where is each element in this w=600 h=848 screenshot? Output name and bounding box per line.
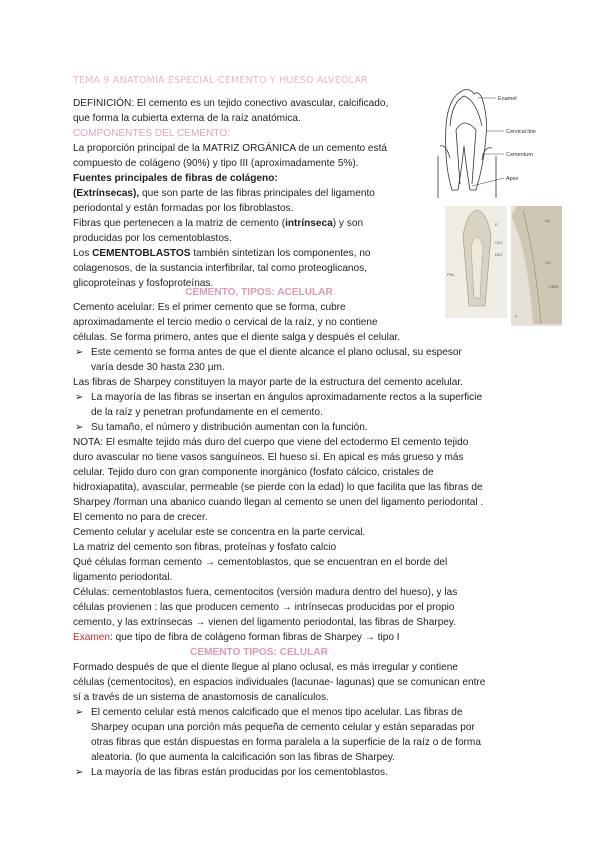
figure-label: CC (545, 260, 551, 265)
extrinsic-line: (Extrínsecas), que son parte de las fibras principales del ligamento (73, 188, 375, 199)
histology-images (445, 206, 562, 326)
page-title: TEMA 9 ANATOMÍA ESPECIAL-CEMENTO Y HUESO ALVEOLAR (73, 75, 368, 86)
cellular-heading: CEMENTO TIPOS: CELULAR (190, 647, 328, 658)
list-item-continuation: varía desde 30 hasta 230 µm. (91, 362, 225, 373)
tooth-diagram (436, 86, 548, 201)
acellular-line: Cemento acelular: Es el primer cemento que se forma, cubre (73, 302, 346, 313)
sharpey-line: Las fibras de Sharpey constituyen la mayor parte de la estructura del cemento acelular. (73, 377, 463, 388)
note-line: Sharpey /forman una abanico cuando llegan al cemento se unen del ligamento periodontal . (73, 497, 484, 508)
bullet-arrow-icon: ➢ (75, 422, 84, 433)
cement-types-section (73, 285, 533, 780)
definition-line: que forma la cubierta externa de la raíz anatómica. (73, 113, 301, 124)
acellular-line: aproximadamente el tercio medio o cervical de la raíz, y no contiene (73, 317, 378, 328)
figure-label: DEJ (495, 252, 503, 257)
bullet-arrow-icon: ➢ (75, 347, 84, 358)
note-line: La matriz del cemento son fibras, proteínas y fosfato calcio (73, 542, 337, 553)
list-item-continuation: otras fibras que están dispuestas en forma paralela a la superficie de la raíz o de forma (91, 737, 481, 748)
list-item: ➢ La mayoría de las fibras están producidas por los cementoblastos. (75, 767, 388, 778)
figure-label: Enamel (498, 96, 517, 102)
figure-label: PDL (447, 272, 455, 277)
intrinsic-line: Fibras que pertenecen a la matriz de cemento (intrínseca) y son (73, 218, 364, 229)
figure-label: CEJ (495, 240, 503, 245)
components-heading: COMPONENTES DEL CEMENTO: (73, 128, 231, 139)
list-item: ➢ La mayoría de las fibras se insertan en ángulos aproximadamente rectos a la superficie (75, 392, 483, 403)
cellular-line: Formado después de que el diente llegue al plano oclusal, es más irregular y contiene (73, 662, 458, 673)
note-line: NOTA: El esmalte tejido más duro del cuerpo que viene del ectodermo El cemento tejido (73, 437, 469, 448)
bullet-arrow-icon: ➢ (75, 392, 84, 403)
note-line: celular. Tejido duro con gran componente inorgánico (fosfato cálcico, cristales de (73, 467, 434, 478)
note-line: Células: cementoblastos fuera, cementocitos (versión madura dentro del hueso), y las (73, 587, 458, 598)
acellular-heading: CEMENTO, TIPOS: ACELULAR (185, 287, 333, 298)
cellular-line: células (cementocitos), en espacios individuales (lacunae- lagunas) que se comunican entre (73, 677, 486, 688)
note-line: células provienen : las que producen cemento → intrínsecas producidas por el propio (73, 602, 455, 613)
figure-label: AC (545, 218, 551, 223)
cementoblasts-line: colagenosos, de la sustancia interfibrilar, tal como proteoglicanos, (73, 263, 368, 274)
figure-label: P (515, 314, 518, 319)
list-item-continuation: de la raíz y penetran profundamente en el cemento. (91, 407, 323, 418)
figure-label: Cementum (506, 152, 533, 158)
extrinsic-line: periodontal y están formadas por los fibroblastos. (73, 203, 294, 214)
proportion-line: La proporción principal de la MATRIZ ORGÁNICA de un cemento está (73, 143, 387, 154)
figure-label: CEM. (549, 284, 559, 289)
exam-line: Examen: que tipo de fibra de colágeno forman fibras de Sharpey → tipo I (73, 632, 400, 643)
proportion-line: compuesto de colágeno (90%) y tipo III (aproximadamente 5%). (73, 158, 359, 169)
bullet-arrow-icon: ➢ (75, 767, 84, 778)
note-line: cemento, y las extrínsecas → vienen del ligamento periodontal, las fibras de Sharpey. (73, 617, 457, 628)
list-item: ➢ Este cemento se forma antes de que el diente alcance el plano oclusal, su espesor (75, 347, 462, 358)
fibers-heading: Fuentes principales de fibras de colágeno: (73, 173, 278, 184)
intrinsic-line: producidas por los cementoblastos. (73, 233, 232, 244)
list-item: ➢ El cemento celular está menos calcificado que el menos tipo acelular. Las fibras de (75, 707, 463, 718)
note-line: ligamento periodontal. (73, 572, 173, 583)
figure-label: Cervical line (506, 129, 536, 135)
cellular-line: sí a través de un sistema de anastomosis de canalículos. (73, 692, 329, 703)
definition-line: DEFINICIÓN: El cemento es un tejido conectivo avascular, calcificado, (73, 98, 389, 109)
list-item-continuation: Sharpey ocupan una porción más pequeña de cemento celular y están separadas por (91, 722, 475, 733)
cementoblasts-line: glicoproteínas y fosfoproteínas. (73, 278, 214, 289)
intro-section (73, 96, 433, 291)
acellular-line: células. Se forma primero, antes que el diente salga y después el celular. (73, 332, 401, 343)
note-line: Cemento celular y acelular este se concentra en la parte cervical. (73, 527, 366, 538)
list-item: ➢ Su tamaño, el número y distribución aumentan con la función. (75, 422, 368, 433)
note-line: hidroxiapatita), avascular, permeable (se pierde con la edad) lo que facilita que las fibras de (73, 482, 483, 493)
figure-label: Apex (506, 176, 519, 182)
cementoblasts-line: Los CEMENTOBLASTOS también sintetizan los componentes, no (73, 248, 371, 259)
note-line: El cemento no para de crecer. (73, 512, 208, 523)
note-line: duro avascular no tiene vasos sanguíneos. El hueso sí. En apical es más grueso y más (73, 452, 464, 463)
exam-label: Examen (73, 632, 111, 643)
note-line: Qué células forman cemento → cementoblastos, que se encuentran en el borde del (73, 557, 448, 568)
figure-label: E (495, 222, 498, 227)
bullet-arrow-icon: ➢ (75, 707, 84, 718)
list-item-continuation: aleatoria. (lo que aumenta la calcificación son las fibras de Sharpey. (91, 752, 395, 763)
